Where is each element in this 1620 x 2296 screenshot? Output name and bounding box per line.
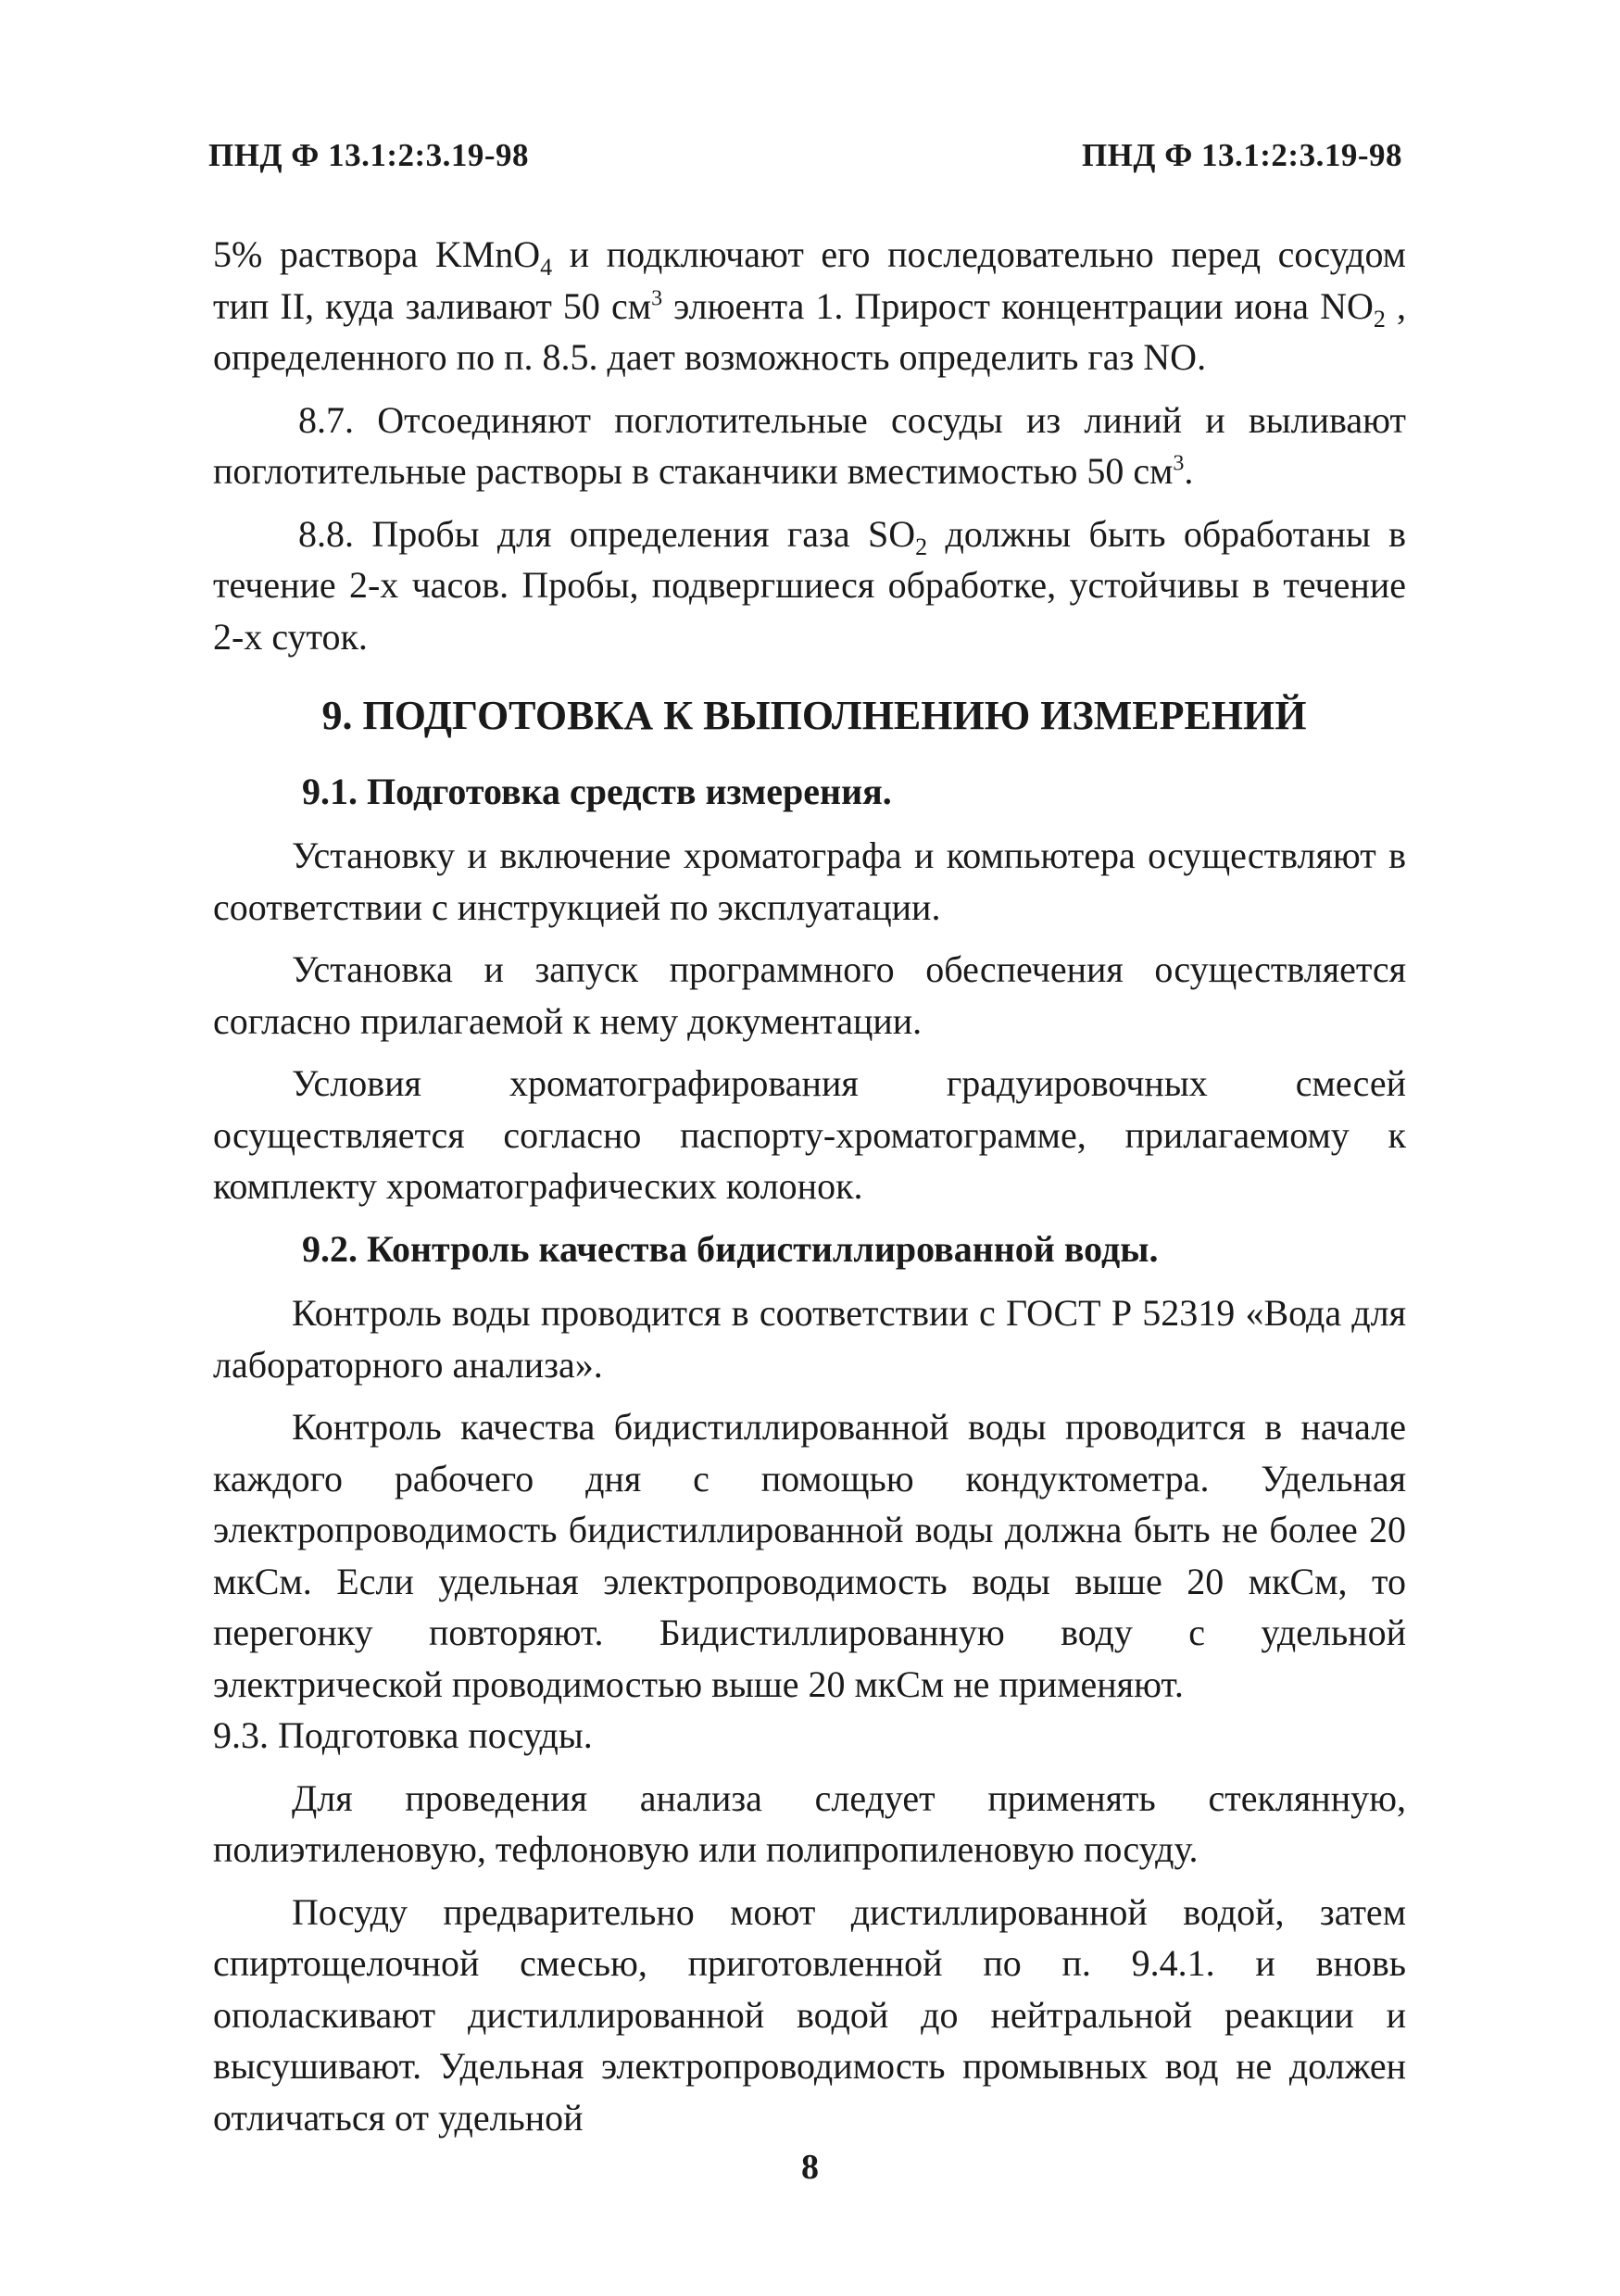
paragraph-9-1-3: Условия хроматографирования градуировочных смесей осуществляется согласно паспорту-хроматограмме, прилагаемому к комплекту хроматографических колонок. — [213, 1062, 1406, 1207]
section-9-heading: 9. ПОДГОТОВКА К ВЫПОЛНЕНИЮ ИЗМЕРЕНИЙ — [321, 693, 1307, 738]
paragraph-8-7: 8.7. Отсоединяют поглотительные сосуды из линий и выливают поглотительные растворы в стаканчики вместимостью 50 $см^3$. — [213, 398, 1406, 492]
page-content — [213, 229, 1406, 2143]
paragraph-9-3-2: Посуду предварительно моют дистиллированной водой, затем спиртощелочной смесью, приготовленной по п. 9.4.1. и вновь ополаскивают дистиллированной водой до нейтральной реакции и высушивают. Удельная электропроводимость промывных вод не должен отличаться от удельной — [213, 1890, 1406, 2139]
subsection-9-2-heading: 9.2. Контроль качества бидистиллированной воды. — [302, 1227, 1159, 1270]
paragraph-8-8: 8.8. Пробы для определения газа $SO_2$ должны быть обработаны в течение 2-х часов. Пробы, подвергшиеся обработке, устойчивы в течение 2-х суток. — [213, 512, 1406, 658]
header-document-code-left: ПНД Ф 13.1:2:3.19-98 — [208, 137, 530, 173]
paragraph-9-1-2: Установка и запуск программного обеспечения осуществляется согласно прилагаемой к нему документации. — [213, 948, 1406, 1042]
paragraph-9-1-1: Установку и включение хроматографа и компьютера осуществляют в соответствии с инструкцией по эксплуатации. — [213, 834, 1406, 928]
paragraph-continuation: 5% раствора KMnO$_4$ и подключают его последовательно перед сосудом тип II, куда заливают 50 $см^3$ элюента 1. Прирост концентрации иона $NO_2$ , определенного по п. 8.5. дает возможность определить газ NO. — [213, 233, 1406, 378]
paragraph-9-3-1: Для проведения анализа следует применять стеклянную, полиэтиленовую, тефлоновую или полипропиленовую посуду. — [213, 1776, 1406, 1870]
subsection-9-3-heading: 9.3. Подготовка посуды. — [213, 1714, 593, 1756]
paragraph-9-2-2: Контроль качества бидистиллированной воды проводится в начале каждого рабочего дня с помощью кондуктометра. Удельная электропроводимость бидистиллированной воды должна быть не более 20 мкСм. Если удельная электропроводимость воды выше 20 мкСм, то перегонку повторяют. Бидистиллированную воду с удельной электрической проводимостью выше 20 мкСм не применяют. — [213, 1406, 1406, 1705]
subsection-9-1-heading: 9.1. Подготовка средств измерения. — [302, 770, 892, 812]
page-number: 8 — [801, 2148, 819, 2187]
header-document-code-right: ПНД Ф 13.1:2:3.19-98 — [1081, 137, 1402, 173]
paragraph-9-2-1: Контроль воды проводится в соответствии с ГОСТ Р 52319 «Вода для лабораторного анализа». — [213, 1292, 1406, 1386]
